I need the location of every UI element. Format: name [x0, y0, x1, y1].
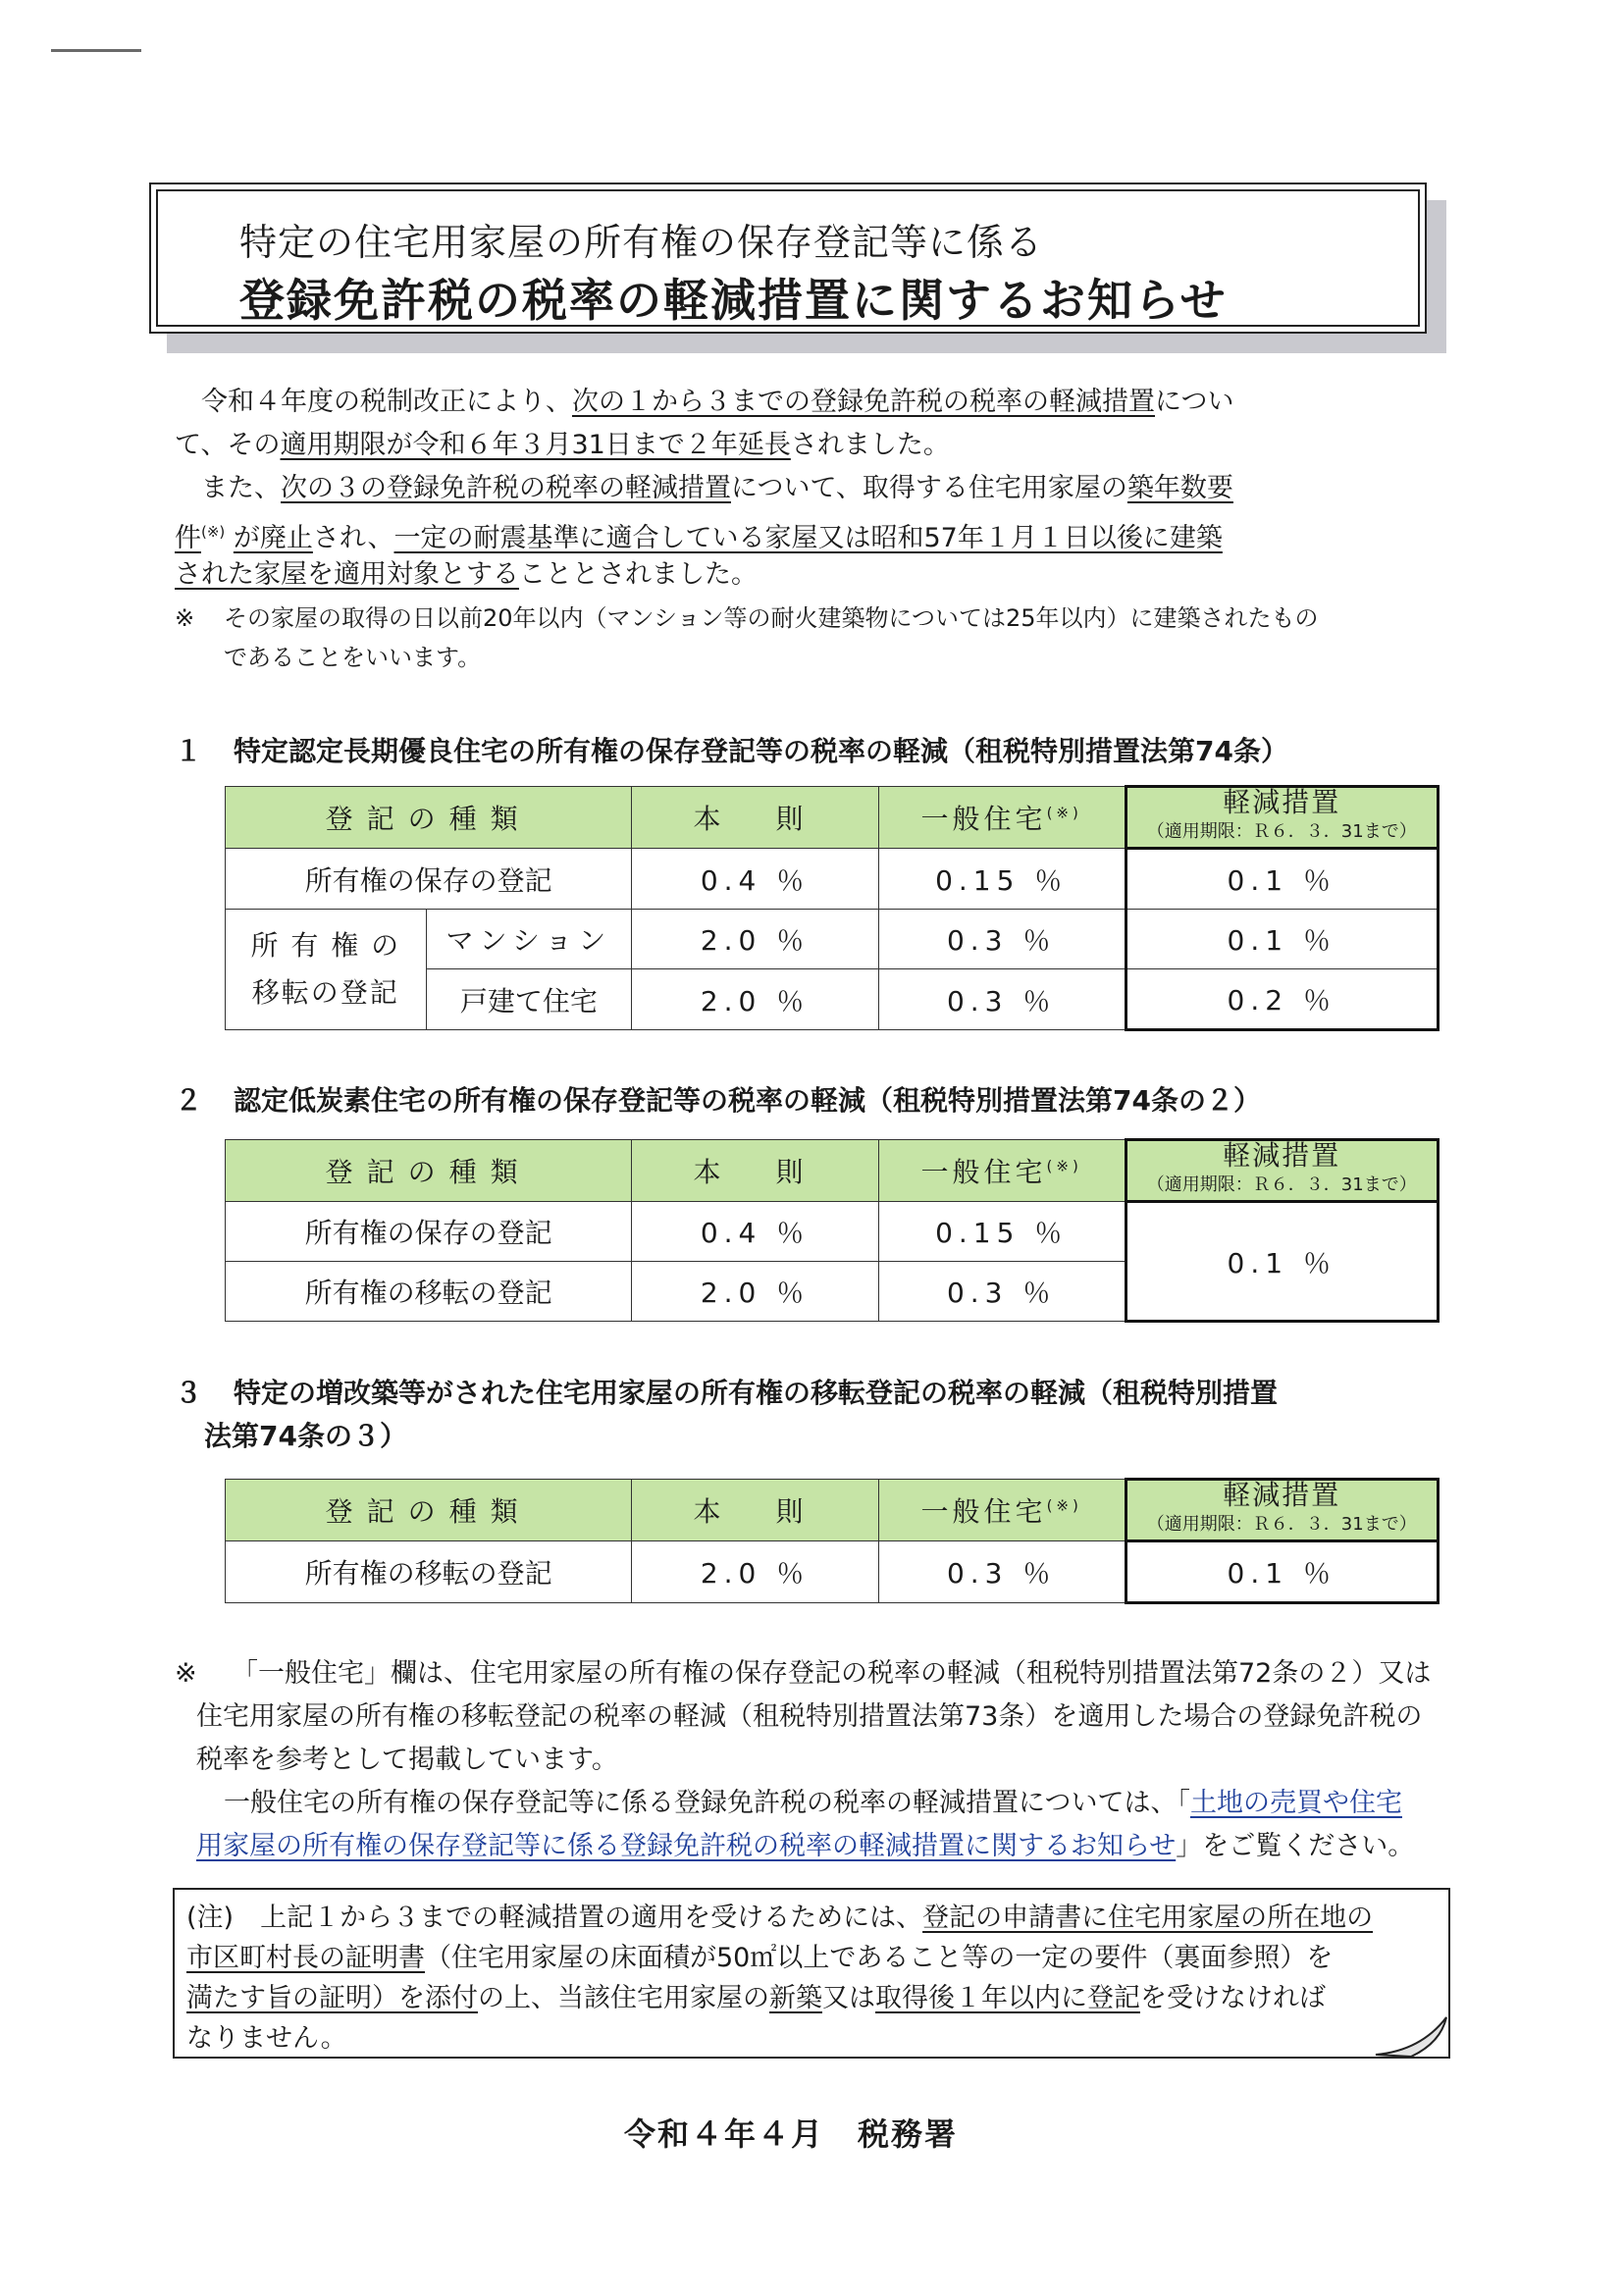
- title-frame: [149, 183, 1427, 334]
- notice-text-part: （住宅用家屋の床面積が50㎡以上であること等の一定の要件（裏面参照）を: [425, 1943, 1334, 1973]
- section-title: 認定低炭素住宅の所有権の保存登記等の税率の軽減（租税特別措置法第74条の２）: [234, 1084, 1261, 1117]
- intro-paragraph-cont: [175, 424, 1450, 467]
- header-reduction: [1126, 1140, 1438, 1202]
- section-number: １: [175, 735, 203, 767]
- intro-underline: 適用期限が令和６年３月31日まで２年延長: [280, 430, 791, 460]
- table-header-row: [226, 1480, 1439, 1541]
- intro-underline: 次の３の登録免許税の税率の軽減措置: [281, 473, 731, 503]
- footnote-mark: (※): [1046, 1157, 1082, 1175]
- footer: [624, 2110, 958, 2155]
- note-mark: ※: [175, 604, 195, 632]
- notice-underline: 登記の申請書に住宅用家屋の所在地の: [922, 1903, 1374, 1933]
- section-1-heading: [175, 730, 1450, 773]
- cell-reduction: 0.1 ％: [1126, 910, 1438, 969]
- header-ippan-label: 一般住宅: [920, 803, 1047, 835]
- title-line1: 特定の住宅用家屋の所有権の保存登記等に係る: [239, 221, 1044, 264]
- notice-text-part: 上記１から３までの軽減措置の適用を受けるためには、: [260, 1903, 923, 1933]
- header-reduction-period: （適用期限：Ｒ６．３．31まで）: [1146, 1174, 1417, 1195]
- header-ippan: [878, 787, 1126, 849]
- note-text: 一般住宅の所有権の保存登記等に係る登録免許税の税率の軽減措置については、「: [224, 1788, 1190, 1818]
- notice-text-part: なりません。: [186, 2023, 347, 2054]
- bottom-note: [175, 1652, 1450, 1868]
- intro-note: [175, 599, 1450, 677]
- title-box: [149, 183, 1448, 355]
- cell-ippan: 0.3 ％: [878, 969, 1126, 1030]
- note-mark: ※: [175, 1658, 197, 1689]
- intro-text: について、取得する住宅用家屋の: [731, 473, 1127, 503]
- intro-paragraph: [175, 381, 1450, 424]
- cell-kind: マンション: [426, 910, 632, 969]
- intro-text: て、その: [175, 430, 281, 460]
- transfer-group-line: 所 有 権 の: [250, 929, 401, 962]
- cell-ippan: 0.3 ％: [878, 910, 1126, 969]
- section-2-heading: [175, 1079, 1450, 1122]
- cell-honsoku: 2.0 ％: [632, 969, 879, 1030]
- intro-text: につい: [1155, 387, 1234, 417]
- intro-underline: 一定の耐震基準に適合している家屋又は昭和57年１月１日以後に建築: [393, 523, 1223, 553]
- header-kind: 登記の種類: [226, 1480, 632, 1541]
- header-reduction: [1126, 1480, 1439, 1541]
- table-header-row: [226, 787, 1439, 849]
- section-title-cont: 法第74条の３）: [204, 1420, 407, 1452]
- related-notice-link[interactable]: 用家屋の所有権の保存登記等に係る登録免許税の税率の軽減措置に関するお知らせ: [196, 1831, 1177, 1861]
- intro-underline: された家屋を適用対象とする: [175, 559, 519, 590]
- cell-reduction: 0.2 ％: [1126, 969, 1438, 1030]
- table-row: [226, 1541, 1439, 1603]
- notice-text: [186, 1898, 1433, 2059]
- cell-kind: 戸建て住宅: [426, 969, 632, 1030]
- header-reduction-period: （適用期限：Ｒ６．３．31まで）: [1146, 1514, 1417, 1535]
- cell-kind: 所有権の移転の登記: [226, 1541, 632, 1603]
- header-kind: 登記の種類: [226, 1140, 632, 1202]
- intro-text: こととされました。: [519, 559, 758, 590]
- note-text: その家屋の取得の日以前20年以内（マンション等の耐火建築物については25年以内）に建築されたもの: [224, 604, 1319, 632]
- notice-label: (注): [186, 1903, 235, 1933]
- table-row: [226, 1202, 1439, 1262]
- cell-reduction: 0.1 ％: [1126, 1541, 1439, 1603]
- related-notice-link[interactable]: 土地の売買や住宅: [1189, 1788, 1402, 1818]
- header-honsoku: 本 則: [632, 1480, 879, 1541]
- notice-text-part: の上、当該住宅用家屋の: [478, 1983, 769, 2013]
- header-reduction-label: 軽減措置: [1223, 1139, 1341, 1172]
- transfer-group-line: 移転の登記: [251, 976, 399, 1009]
- cell-kind: 所有権の保存の登記: [226, 1202, 632, 1262]
- intro-underline: 次の１から３までの登録免許税の税率の軽減措置: [572, 387, 1155, 417]
- header-ippan-label: 一般住宅: [920, 1156, 1047, 1188]
- header-reduction-label: 軽減措置: [1223, 786, 1341, 818]
- header-honsoku: 本 則: [632, 787, 879, 849]
- intro-paragraph-2: [175, 467, 1450, 510]
- section-number: ３: [175, 1377, 203, 1409]
- cell-reduction: 0.1 ％: [1126, 849, 1438, 910]
- section-2-table: [225, 1138, 1440, 1323]
- cell-ippan: 0.3 ％: [878, 1262, 1126, 1322]
- cell-honsoku: 2.0 ％: [632, 910, 879, 969]
- footnote-mark: (※): [1046, 804, 1082, 822]
- header-kind: 登記の種類: [226, 787, 632, 849]
- header-ippan-label: 一般住宅: [920, 1495, 1047, 1528]
- page-title: 登録免許税の税率の軽減措置に関するお知らせ: [239, 274, 1228, 327]
- notice-underline: 取得後１年以内に登記: [875, 1983, 1140, 2013]
- notice-underline: 新築: [769, 1983, 822, 2013]
- section-3-heading: [175, 1372, 1450, 1458]
- note-text: 」をご覧ください。: [1176, 1831, 1415, 1861]
- cell-honsoku: 2.0 ％: [632, 1541, 879, 1603]
- cell-honsoku: 0.4 ％: [632, 849, 879, 910]
- note-text: 税率を参考として掲載しています。: [196, 1745, 618, 1775]
- table-header-row: [226, 1140, 1439, 1202]
- section-title: 特定認定長期優良住宅の所有権の保存登記等の税率の軽減（租税特別措置法第74条）: [234, 735, 1288, 767]
- cell-honsoku: 0.4 ％: [632, 1202, 879, 1262]
- cell-kind: 所有権の移転の登記: [226, 1262, 632, 1322]
- note-text: であることをいいます。: [224, 644, 482, 671]
- header-honsoku: 本 則: [632, 1140, 879, 1202]
- header-reduction-period: （適用期限：Ｒ６．３．31まで）: [1146, 821, 1417, 842]
- note-text: 住宅用家屋の所有権の移転登記の税率の軽減（租税特別措置法第73条）を適用した場合の登録免許税の: [196, 1701, 1423, 1732]
- header-ippan: [878, 1140, 1126, 1202]
- footnote-mark: (※): [201, 523, 226, 541]
- cell-reduction: 0.1 ％: [1126, 1202, 1438, 1322]
- header-reduction-label: 軽減措置: [1223, 1479, 1341, 1511]
- cell-ippan: 0.15 ％: [878, 1202, 1126, 1262]
- intro-underline: が廃止: [233, 523, 313, 553]
- footer-date: 令和４年４月: [624, 2115, 825, 2153]
- cell-ippan: 0.3 ％: [878, 1541, 1126, 1603]
- notice-underline: 市区町村長の証明書: [186, 1943, 425, 1973]
- intro-text: また、: [201, 473, 281, 503]
- cell-transfer-group: [226, 910, 427, 1030]
- notice-box: [173, 1888, 1450, 2059]
- table-row: [226, 849, 1439, 910]
- cell-ippan: 0.15 ％: [878, 849, 1126, 910]
- scan-mark: [51, 49, 141, 52]
- header-reduction: [1126, 787, 1438, 849]
- intro-text: され、: [312, 523, 394, 553]
- notice-text-part: を受けなければ: [1140, 1983, 1326, 2013]
- footer-office: 税務署: [858, 2115, 959, 2153]
- notice-underline: を添付: [398, 1983, 478, 2013]
- section-number: ２: [175, 1084, 203, 1117]
- intro-text: されました。: [790, 430, 950, 460]
- section-title: 特定の増改築等がされた住宅用家屋の所有権の移転登記の税率の軽減（租税特別措置: [234, 1377, 1279, 1409]
- intro-underline: 件: [175, 523, 201, 553]
- intro-text: 令和４年度の税制改正により、: [201, 387, 572, 417]
- cell-kind: 所有権の保存の登記: [226, 849, 632, 910]
- intro-paragraph-2-end: [175, 553, 1450, 597]
- table-row: [226, 910, 1439, 969]
- notice-text-part: 又は: [822, 1983, 875, 2013]
- section-1-table: [225, 785, 1440, 1031]
- header-ippan: [878, 1480, 1126, 1541]
- footnote-mark: (※): [1046, 1496, 1082, 1515]
- section-3-table: [225, 1478, 1440, 1604]
- page-curl-decoration: [1372, 2013, 1448, 2057]
- notice-underline: 満たす旨の証明）: [186, 1983, 398, 2013]
- note-text: 「一般住宅」欄は、住宅用家屋の所有権の保存登記の税率の軽減（租税特別措置法第72条の２）又は: [232, 1658, 1432, 1689]
- intro-underline: 築年数要: [1126, 473, 1233, 503]
- cell-honsoku: 2.0 ％: [632, 1262, 879, 1322]
